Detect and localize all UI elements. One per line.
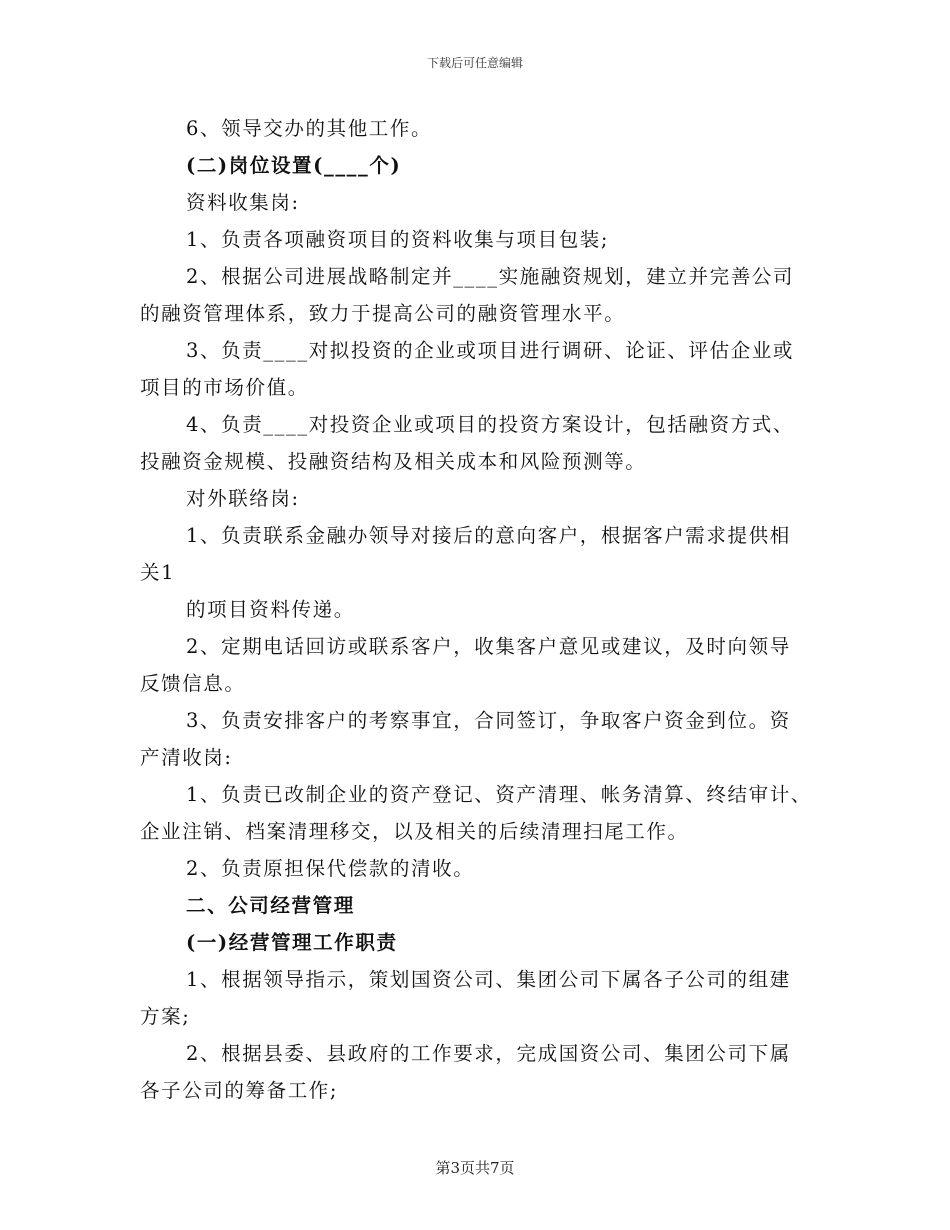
liaison-item-1-line1: 1、负责联系金融办领导对接后的意向客户，根据客户需求提供相 [186, 524, 791, 547]
section-heading-operations: 二、公司经营管理 [186, 894, 355, 917]
page-header: 下载后可任意编辑 [426, 56, 523, 70]
data-collection-item-3-line1: 3、负责____对拟投资的企业或项目进行调研、论证、评估企业或 [186, 339, 795, 362]
document-body [140, 110, 810, 1109]
data-collection-item-2-line2: 的融资管理体系，致力于提高公司的融资管理水平。 [140, 302, 626, 325]
liaison-item-2-line1: 2、定期电话回访或联系客户，收集客户意见或建议，及时向领导 [186, 635, 791, 658]
operations-item-2-line2: 各子公司的筹备工作; [140, 1079, 339, 1102]
liaison-item-3-line2: 产清收岗: [140, 746, 233, 769]
page-footer: 第3页共7页 [435, 1159, 515, 1177]
data-collection-item-3-line2: 项目的市场价值。 [140, 376, 309, 399]
section-heading-post-setup: (二)岗位设置(____个) [186, 154, 402, 177]
liaison-item-2-line2: 反馈信息。 [140, 672, 246, 695]
duty-item-6: 6、领导交办的其他工作。 [186, 117, 433, 140]
liaison-item-3-line1: 3、负责安排客户的考察事宜，合同签订，争取客户资金到位。资 [186, 709, 791, 732]
data-collection-item-4-line2: 投融资金规模、投融资结构及相关成本和风险预测等。 [140, 450, 647, 473]
post-title-data-collection: 资料收集岗: [186, 191, 300, 214]
liaison-item-1-line3: 的项目资料传递。 [186, 598, 355, 621]
asset-item-1-line2: 企业注销、档案清理移交，以及相关的后续清理扫尾工作。 [140, 820, 689, 843]
asset-item-1-line1: 1、负责已改制企业的资产登记、资产清理、帐务清算、终结审计、 [186, 783, 812, 806]
operations-item-2-line1: 2、根据县委、县政府的工作要求，完成国资公司、集团公司下属 [186, 1042, 791, 1065]
data-collection-item-2-line1: 2、根据公司进展战略制定并____实施融资规划，建立并完善公司 [186, 265, 795, 288]
data-collection-item-1: 1、负责各项融资项目的资料收集与项目包装; [186, 228, 610, 251]
liaison-item-1-line2: 关1 [140, 561, 176, 584]
data-collection-item-4-line1: 4、负责____对投资企业或项目的投资方案设计，包括融资方式、 [186, 413, 795, 436]
post-title-external-liaison: 对外联络岗: [186, 487, 300, 510]
asset-item-2: 2、负责原担保代偿款的清收。 [186, 857, 475, 880]
operations-item-1-line2: 方案; [140, 1005, 191, 1028]
subsection-heading-duties: (一)经营管理工作职责 [186, 931, 398, 954]
operations-item-1-line1: 1、根据领导指示，策划国资公司、集团公司下属各子公司的组建 [186, 968, 791, 991]
